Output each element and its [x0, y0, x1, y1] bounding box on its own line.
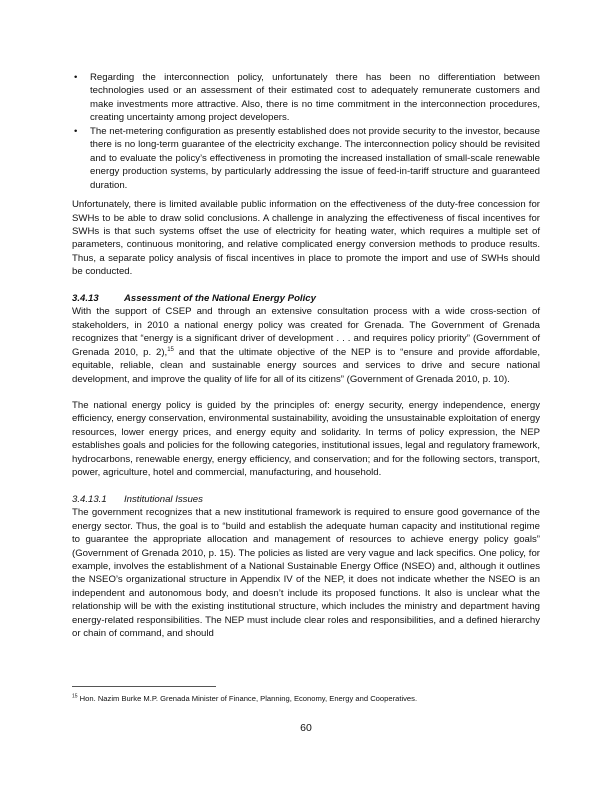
page-number: 60: [300, 722, 312, 734]
bullet-text: Regarding the interconnection policy, unfortunately there has been no differentiation between technologies used or an assessment of their estimated cost to adequately remunerate customers and make investments more attractive. Also, there is no time commitment in the interconnection procedures, creating uncertainty among project developers.: [90, 72, 540, 124]
bullet-item: [72, 125, 540, 192]
section-number: 3.4.13: [72, 292, 99, 304]
paragraph-institutional: The government recognizes that a new institutional framework is required to ensure good governance of the energy sector. Thus, the goal is to “build and establish the adequate human capacity and institutional regime to guarantee the appropriate allocation and management of resources to achieve energy policy goals” (Government of Grenada 2010, p. 15). The policies as listed are very vague and lack specifics. One policy, for example, involves the establishment of a National Sustainable Energy Office (NSEO) and, although it outlines the NSEO’s organizational structure in Appendix IV of the NEP, it does not indicate whether the NSEO is an independent and autonomous body, and doesn’t include its proposed functions. It also is unclear what the relationship will be with the existing institutional structure, which includes the ministry and department having energy-related responsibilities. The NEP must include clear roles and responsibilities, and a defined hierarchy or chain of command, and should: [72, 507, 540, 640]
footnote: [72, 694, 417, 703]
footnote-number: 15: [72, 693, 78, 700]
bullet-icon: •: [74, 72, 78, 83]
bullet-item: [72, 71, 540, 125]
paragraph-nep-principles: The national energy policy is guided by the principles of: energy security, energy independence, energy efficiency, energy conservation, environmental sustainability, avoiding the unsustainable exploitation of energy resources, lower energy prices, and energy equity and solidarity. In terms of policy expression, the NEP establishes goals and policies for the following categories, institutional issues, legal and regulatory framework, hydrocarbons, renewable energy, energy efficiency, and conservation; and for the following sectors, transport, power, agriculture, hotel and commercial, manufacturing, and household.: [72, 399, 540, 479]
footnote-text: Hon. Nazim Burke M.P. Grenada Minister of Finance, Planning, Economy, Energy and Cooperatives.: [77, 694, 418, 703]
bullet-text: The net-metering configuration as presently established does not provide security to the investor, because there is no long-term guarantee of the electricity exchange. The interconnection policy should be revisited and to evaluate the policy’s effectiveness in promoting the increased installation of small-scale renewable energy production systems, by particularly addressing the issue of feed-in-tariff structure and guaranteed duration.: [90, 125, 540, 191]
paragraph-nep-intro: [72, 305, 540, 386]
paragraph-text: and that the ultimate objective of the NEP is to “ensure and provide affordable, equitable, reliable, clean and sustainable energy sources and services to drive and secure national development, and improve the quality of life for all of its citizens” (Government of Grenada 2010, p. 10).: [72, 346, 540, 385]
paragraph-text: With the support of CSEP and through an extensive consultation process with a wide cross-section of stakeholders, in 2010 a national energy policy was created for Grenada. The Government of Grenada recognizes that “energy is a significant driver of development . . . and requires policy priority” (Government of Grenada 2010, p. 2),: [72, 306, 540, 358]
page-body: [72, 71, 540, 641]
bullet-icon: •: [74, 125, 78, 137]
paragraph-swh: Unfortunately, there is limited available public information on the effectiveness of the duty-free concession for SWHs to be able to draw solid conclusions. A challenge in analyzing the effectiveness of fiscal incentives for SWHs is that such systems offset the use of electricity for heating water, which requires a multiple set of parameters, continuous monitoring, and relative complicated energy conversion methods to produce results. Thus, a separate policy analysis of fiscal incentives in place to promote the import and use of SWHs should be conducted.: [72, 199, 540, 278]
section-title: Institutional Issues: [124, 493, 203, 505]
footnote-divider: [72, 686, 216, 687]
section-number: 3.4.13.1: [72, 493, 107, 505]
footnote-ref[interactable]: 15: [167, 346, 174, 353]
bullet-list: [72, 71, 540, 192]
section-title: Assessment of the National Energy Policy: [124, 292, 316, 304]
section-heading-3-4-13: [72, 292, 540, 305]
section-heading-3-4-13-1: [72, 493, 540, 506]
